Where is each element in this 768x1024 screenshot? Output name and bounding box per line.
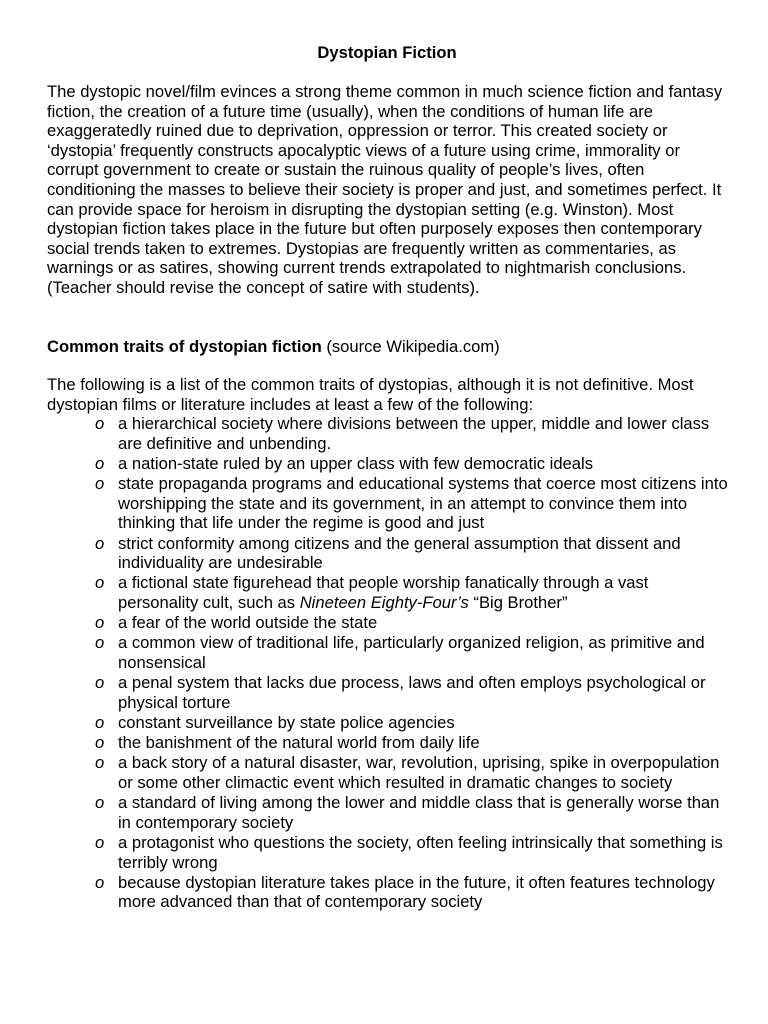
list-item: [95, 733, 728, 753]
bullet-icon: o: [95, 733, 105, 753]
bullet-icon: o: [95, 832, 105, 852]
list-item: [95, 673, 728, 713]
list-item-text: the banishment of the natural world from daily life: [118, 733, 480, 753]
section-heading: [47, 337, 727, 357]
section-heading-bold: Common traits of dystopian fiction: [47, 336, 322, 356]
list-item-text-end: “Big Brother”: [468, 593, 568, 613]
list-item-text: a standard of living among the lower and middle class that is generally worse than in contemporary society: [118, 793, 720, 832]
list-item-text: a hierarchical society where divisions between the upper, middle and lower class are definitive and unbending.: [118, 414, 710, 453]
bullet-icon: o: [95, 633, 105, 653]
document-page: [47, 43, 727, 912]
bullet-icon: o: [95, 533, 105, 553]
bullet-icon: o: [95, 474, 105, 494]
bullet-icon: o: [95, 793, 105, 813]
list-item: [95, 753, 728, 793]
list-item: [95, 474, 728, 533]
bullet-icon: o: [95, 454, 105, 474]
list-item: [95, 454, 728, 474]
traits-list: [47, 414, 728, 912]
bullet-icon: o: [95, 414, 105, 434]
list-item-text: a fear of the world outside the state: [118, 613, 378, 633]
list-item: [95, 872, 728, 913]
list-item: [95, 712, 728, 733]
list-item-text: a back story of a natural disaster, war, revolution, uprising, spike in overpopulation or some other climactic event which resulted in dramatic changes to society: [118, 753, 720, 792]
bullet-icon: o: [95, 673, 105, 693]
book-title: Nineteen Eighty-Four’s: [299, 593, 469, 613]
list-item-text: a common view of traditional life, particularly organized religion, as primitive and nonsensical: [118, 633, 705, 672]
list-item: [95, 633, 728, 673]
list-item: [95, 414, 728, 454]
list-item-text: a protagonist who questions the society, often feeling intrinsically that something is terribly wrong: [118, 832, 723, 872]
list-item-text: a penal system that lacks due process, laws and often employs psychological or physical torture: [118, 673, 706, 712]
section-heading-source: (source Wikipedia.com): [321, 336, 500, 356]
intro-paragraph: The dystopic novel/film evinces a strong theme common in much science fiction and fantasy fiction, the creation of a future time (usually), when the conditions of human life are exaggeratedly ruined due to deprivation, oppression or terror. This created society or ‘dystopia’ frequently constructs apocalyptic views of a future using crime, immorality or corrupt government to create or sustain the ruinous quality of people’s lives, often conditioning the masses to believe their society is proper and just, and sometimes perfect. It can provide space for heroism in disrupting the dystopian setting (e.g. Winston). Most dystopian fiction takes place in the future but often purposely exposes then contemporary social trends taken to extremes. Dystopias are frequently written as commentaries, as warnings or as satires, showing current trends extrapolated to nightmarish conclusions. (Teacher should revise the concept of satire with students).: [47, 82, 723, 297]
list-item-text: state propaganda programs and educational systems that coerce most citizens into worshipping the state and its government, in an attempt to convince them into thinking that life under the regime is good and just: [118, 474, 728, 533]
list-item: [95, 573, 728, 613]
list-item: [95, 613, 728, 633]
list-item: [95, 533, 728, 574]
list-item: [95, 832, 728, 873]
list-item-text: strict conformity among citizens and the general assumption that dissent and individuality are undesirable: [118, 533, 681, 573]
list-item-text: a fictional state figurehead that people worship fanatically through a vast personality cult, such as: [118, 573, 649, 613]
bullet-icon: o: [95, 872, 105, 892]
list-item-text: because dystopian literature takes place in the future, it often features technology more advanced than that of contemporary society: [118, 872, 715, 912]
list-item-text: constant surveillance by state police agencies: [118, 712, 455, 732]
document-title: Dystopian Fiction: [317, 43, 457, 62]
bullet-icon: o: [95, 753, 105, 773]
bullet-icon: o: [95, 712, 105, 732]
bullet-icon: o: [95, 573, 105, 593]
traits-lead-paragraph: The following is a list of the common traits of dystopias, although it is not definitive. Most dystopian films or literature includes at least a few of the following:: [47, 375, 694, 414]
list-item: [95, 793, 728, 833]
bullet-icon: o: [95, 613, 105, 633]
list-item-text: a nation-state ruled by an upper class with few democratic ideals: [118, 454, 594, 474]
